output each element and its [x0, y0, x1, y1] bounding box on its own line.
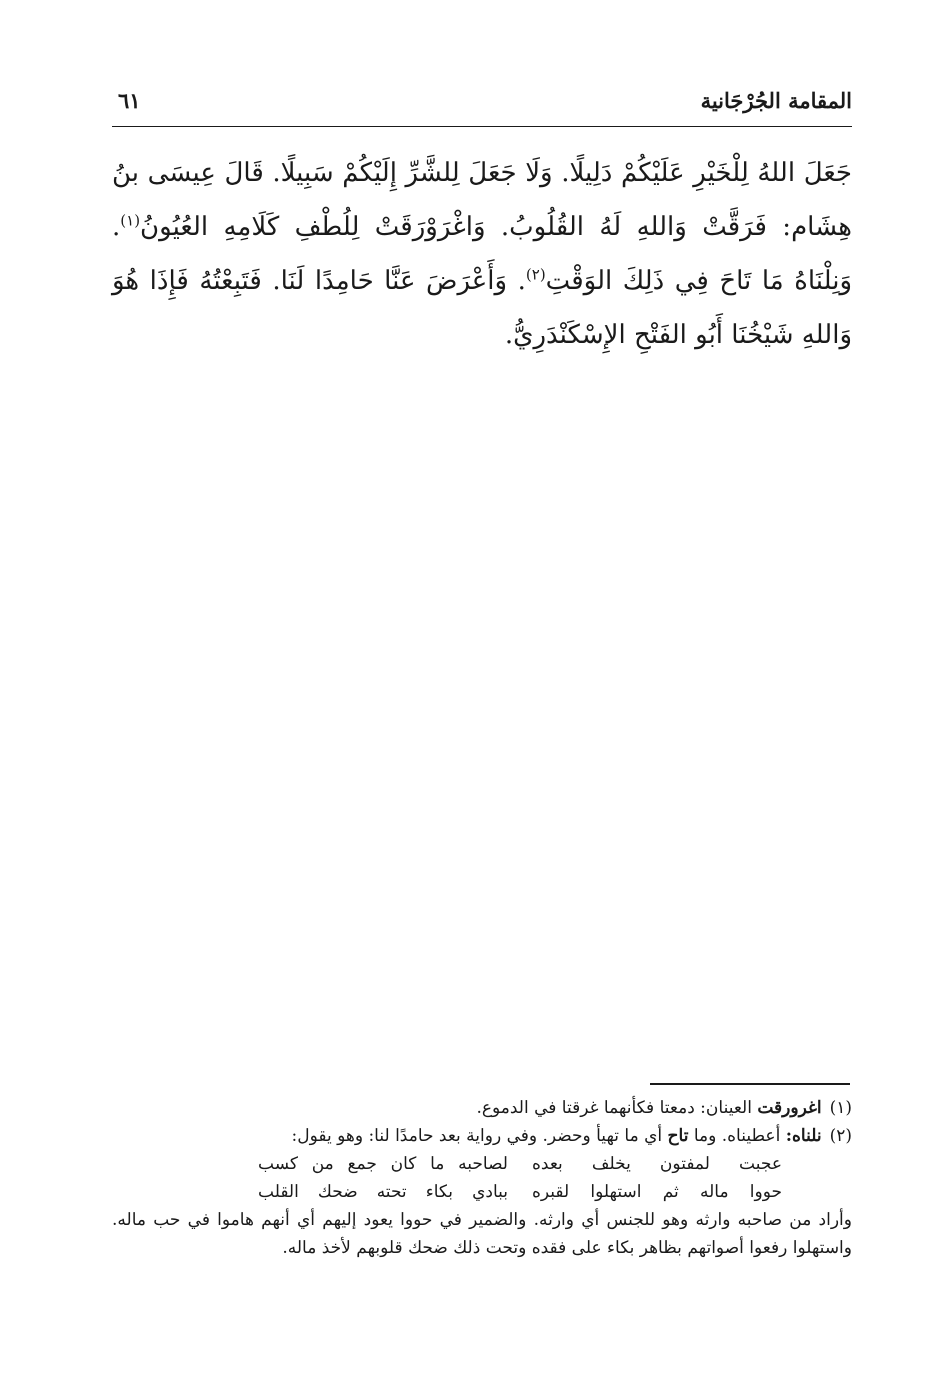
verse-1-second-hemistich: لصاحبه ما كان جمع من كسب — [258, 1154, 508, 1174]
footnote-separator — [650, 1083, 850, 1085]
paragraph-text-part-3: . وَأَعْرَضَ عَنَّا حَامِدًا لَنَا. فَتَبِعْتُهُ فَإِذَا هُوَ وَاللهِ شَيْخُنَا أَبُو الفَتْحِ الإِسْكَنْدَرِيُّ. — [112, 266, 852, 350]
footnote-2-text-2: أي ما تهيأ وحضر. وفي رواية بعد حامدًا لنا: وهو يقول: — [291, 1126, 668, 1146]
running-title: المقامة الجُرْجَانية — [700, 88, 852, 113]
verse-1-first-hemistich: عجبت لمفتون يخلف بعده — [532, 1154, 782, 1174]
footnote-2-term-2: تاح — [667, 1126, 689, 1146]
footnote-1-number: (١) — [829, 1098, 852, 1118]
paragraph-text-part-1: جَعَلَ اللهُ لِلْخَيْرِ عَلَيْكُمْ دَلِيلًا. وَلَا جَعَلَ لِلشَّرِّ إِلَيْكُمْ سَبِيلًا. قَالَ عِيسَى بنُ هِشَام: فَرَقَّتْ وَاللهِ لَهُ القُلُوبُ. وَاغْرَوْرَقَتْ لِلُطْفِ كَلَامِهِ العُيُونُ — [112, 158, 852, 242]
verse-line-1 — [112, 1150, 852, 1178]
main-paragraph — [112, 146, 852, 362]
verse-line-2 — [112, 1178, 852, 1206]
footnote-2-term-1: نلناه: — [785, 1126, 822, 1146]
footnote-2-continuation: وأراد من صاحبه وارثه وهو للجنس أي وارثه. والضمير في حووا يعود إليهم أي أنهم هاموا في حب ماله. واستهلوا رفعوا أصواتهم بظاهر بكاء على فقده وتحت ذلك ضحك قلوبهم لأخذ ماله. — [112, 1210, 852, 1258]
footnote-reference-2: (٢) — [525, 265, 546, 284]
footnote-2 — [112, 1122, 852, 1150]
footnote-2-number: (٢) — [829, 1126, 852, 1146]
footnote-1 — [112, 1094, 852, 1122]
main-text — [112, 146, 852, 362]
footnote-1-text: العينان: دمعتا فكأنهما غرقتا في الدموع. — [476, 1098, 758, 1118]
footnote-reference-1: (١) — [120, 211, 141, 230]
verse-2-first-hemistich: حووا ماله ثم استهلوا لقبره — [532, 1182, 782, 1202]
footnote-1-term: اغرورقت — [757, 1098, 822, 1118]
page-header — [112, 82, 852, 127]
verse-2-second-hemistich: ببادي بكاء تحته ضحك القلب — [258, 1182, 508, 1202]
paragraph-text-part-2: . وَنِلْنَاهُ مَا تَاحَ فِي ذَلِكَ الوَقْتِ — [112, 212, 852, 296]
footnotes — [112, 1094, 852, 1262]
page-number: ٦١ — [118, 88, 141, 113]
footnote-2-text-1: أعطيناه. وما — [688, 1126, 786, 1146]
